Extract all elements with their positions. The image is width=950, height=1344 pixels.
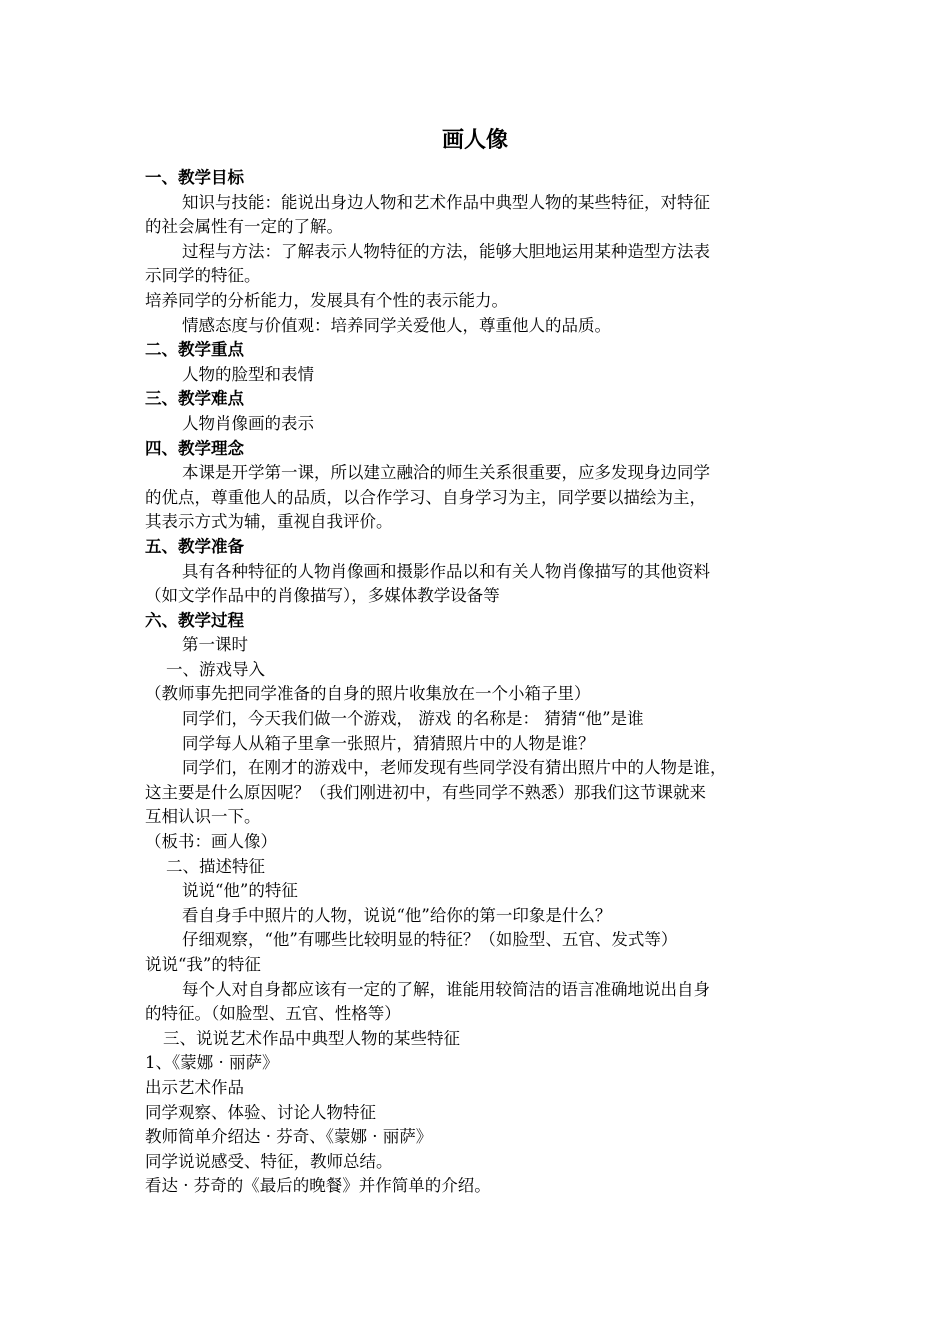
section-heading: 一、教学目标 [145, 168, 244, 187]
paragraph-line: 1、《蒙娜 · 丽萨》 [145, 1053, 279, 1073]
paragraph-line: 示同学的特征。 [145, 266, 261, 286]
paragraph-line: 的社会属性有一定的了解。 [145, 217, 343, 237]
paragraph-line: 三、说说艺术作品中典型人物的某些特征 [163, 1028, 460, 1048]
section-heading: 二、教学重点 [145, 340, 244, 360]
paragraph-line: 人物肖像画的表示 [182, 413, 314, 433]
paragraph-line: 这主要是什么原因呢？（我们刚进初中，有些同学不熟悉）那我们这节课就来 [145, 782, 706, 802]
section-heading: 四、教学理念 [145, 438, 244, 458]
section-heading: 五、教学准备 [145, 536, 244, 556]
paragraph-line: 同学观察、体验、讨论人物特征 [145, 1102, 376, 1122]
paragraph-line: 同学说说感受、特征，教师总结。 [145, 1151, 393, 1171]
paragraph-line: （如文学作品中的肖像描写），多媒体教学设备等 [145, 586, 500, 606]
paragraph-line: 仔细观察，“他”有哪些比较明显的特征？（如脸型、五官、发式等） [182, 930, 678, 950]
paragraph-line: 具有各种特征的人物肖像画和摄影作品以和有关人物肖像描写的其他资料 [182, 561, 710, 581]
paragraph-line: 看达 · 芬奇的《最后的晚餐》并作简单的介绍。 [145, 1176, 491, 1196]
paragraph-line: 同学们，在刚才的游戏中，老师发现有些同学没有猜出照片中的人物是谁， [182, 758, 727, 778]
paragraph-line: 一、游戏导入 [166, 659, 265, 679]
paragraph-line: 培养同学的分析能力，发展具有个性的表示能力。 [145, 290, 508, 310]
paragraph-line: （教师事先把同学准备的自身的照片收集放在一个小箱子里） [145, 684, 591, 704]
paragraph-line: 其表示方式为辅，重视自我评价。 [145, 512, 393, 532]
paragraph-line: 出示艺术作品 [145, 1077, 244, 1097]
paragraph-line: 的特征。（如脸型、五官、性格等） [145, 1004, 401, 1024]
paragraph-line: 同学每人从箱子里拿一张照片，猜猜照片中的人物是谁？ [182, 733, 595, 753]
section-heading: 三、教学难点 [145, 389, 244, 409]
paragraph-line: 同学们，今天我们做一个游戏， 游戏 的名称是： 猜猜“他”是谁 [182, 709, 644, 729]
paragraph-line: 二、描述特征 [166, 856, 265, 876]
paragraph-line: 情感态度与价值观：培养同学关爱他人，尊重他人的品质。 [182, 315, 611, 335]
document-body [145, 166, 825, 1199]
paragraph-line: 看自身手中照片的人物，说说“他”给你的第一印象是什么？ [182, 905, 612, 925]
page-title: 画人像 [441, 128, 508, 153]
paragraph-line: 知识与技能：能说出身边人物和艺术作品中典型人物的某些特征，对特征 [182, 192, 710, 212]
paragraph-line: （板书：画人像） [145, 832, 277, 852]
paragraph-line: 互相认识一下。 [145, 807, 261, 827]
paragraph-line: 的优点，尊重他人的品质，以合作学习、自身学习为主，同学要以描绘为主， [145, 487, 706, 507]
paragraph-line: 说说“他”的特征 [182, 881, 298, 901]
paragraph-line: 人物的脸型和表情 [182, 364, 314, 384]
paragraph-line: 过程与方法：了解表示人物特征的方法，能够大胆地运用某种造型方法表 [182, 241, 710, 261]
paragraph-line: 每个人对自身都应该有一定的了解，谁能用较简洁的语言准确地说出自身 [182, 979, 710, 999]
paragraph-line: 本课是开学第一课，所以建立融洽的师生关系很重要，应多发现身边同学 [182, 463, 710, 483]
paragraph-line: 说说“我”的特征 [145, 955, 261, 974]
paragraph-line: 教师简单介绍达 · 芬奇、《蒙娜 · 丽萨》 [145, 1127, 433, 1147]
paragraph-line: 第一课时 [182, 635, 248, 655]
section-heading: 六、教学过程 [145, 610, 244, 630]
